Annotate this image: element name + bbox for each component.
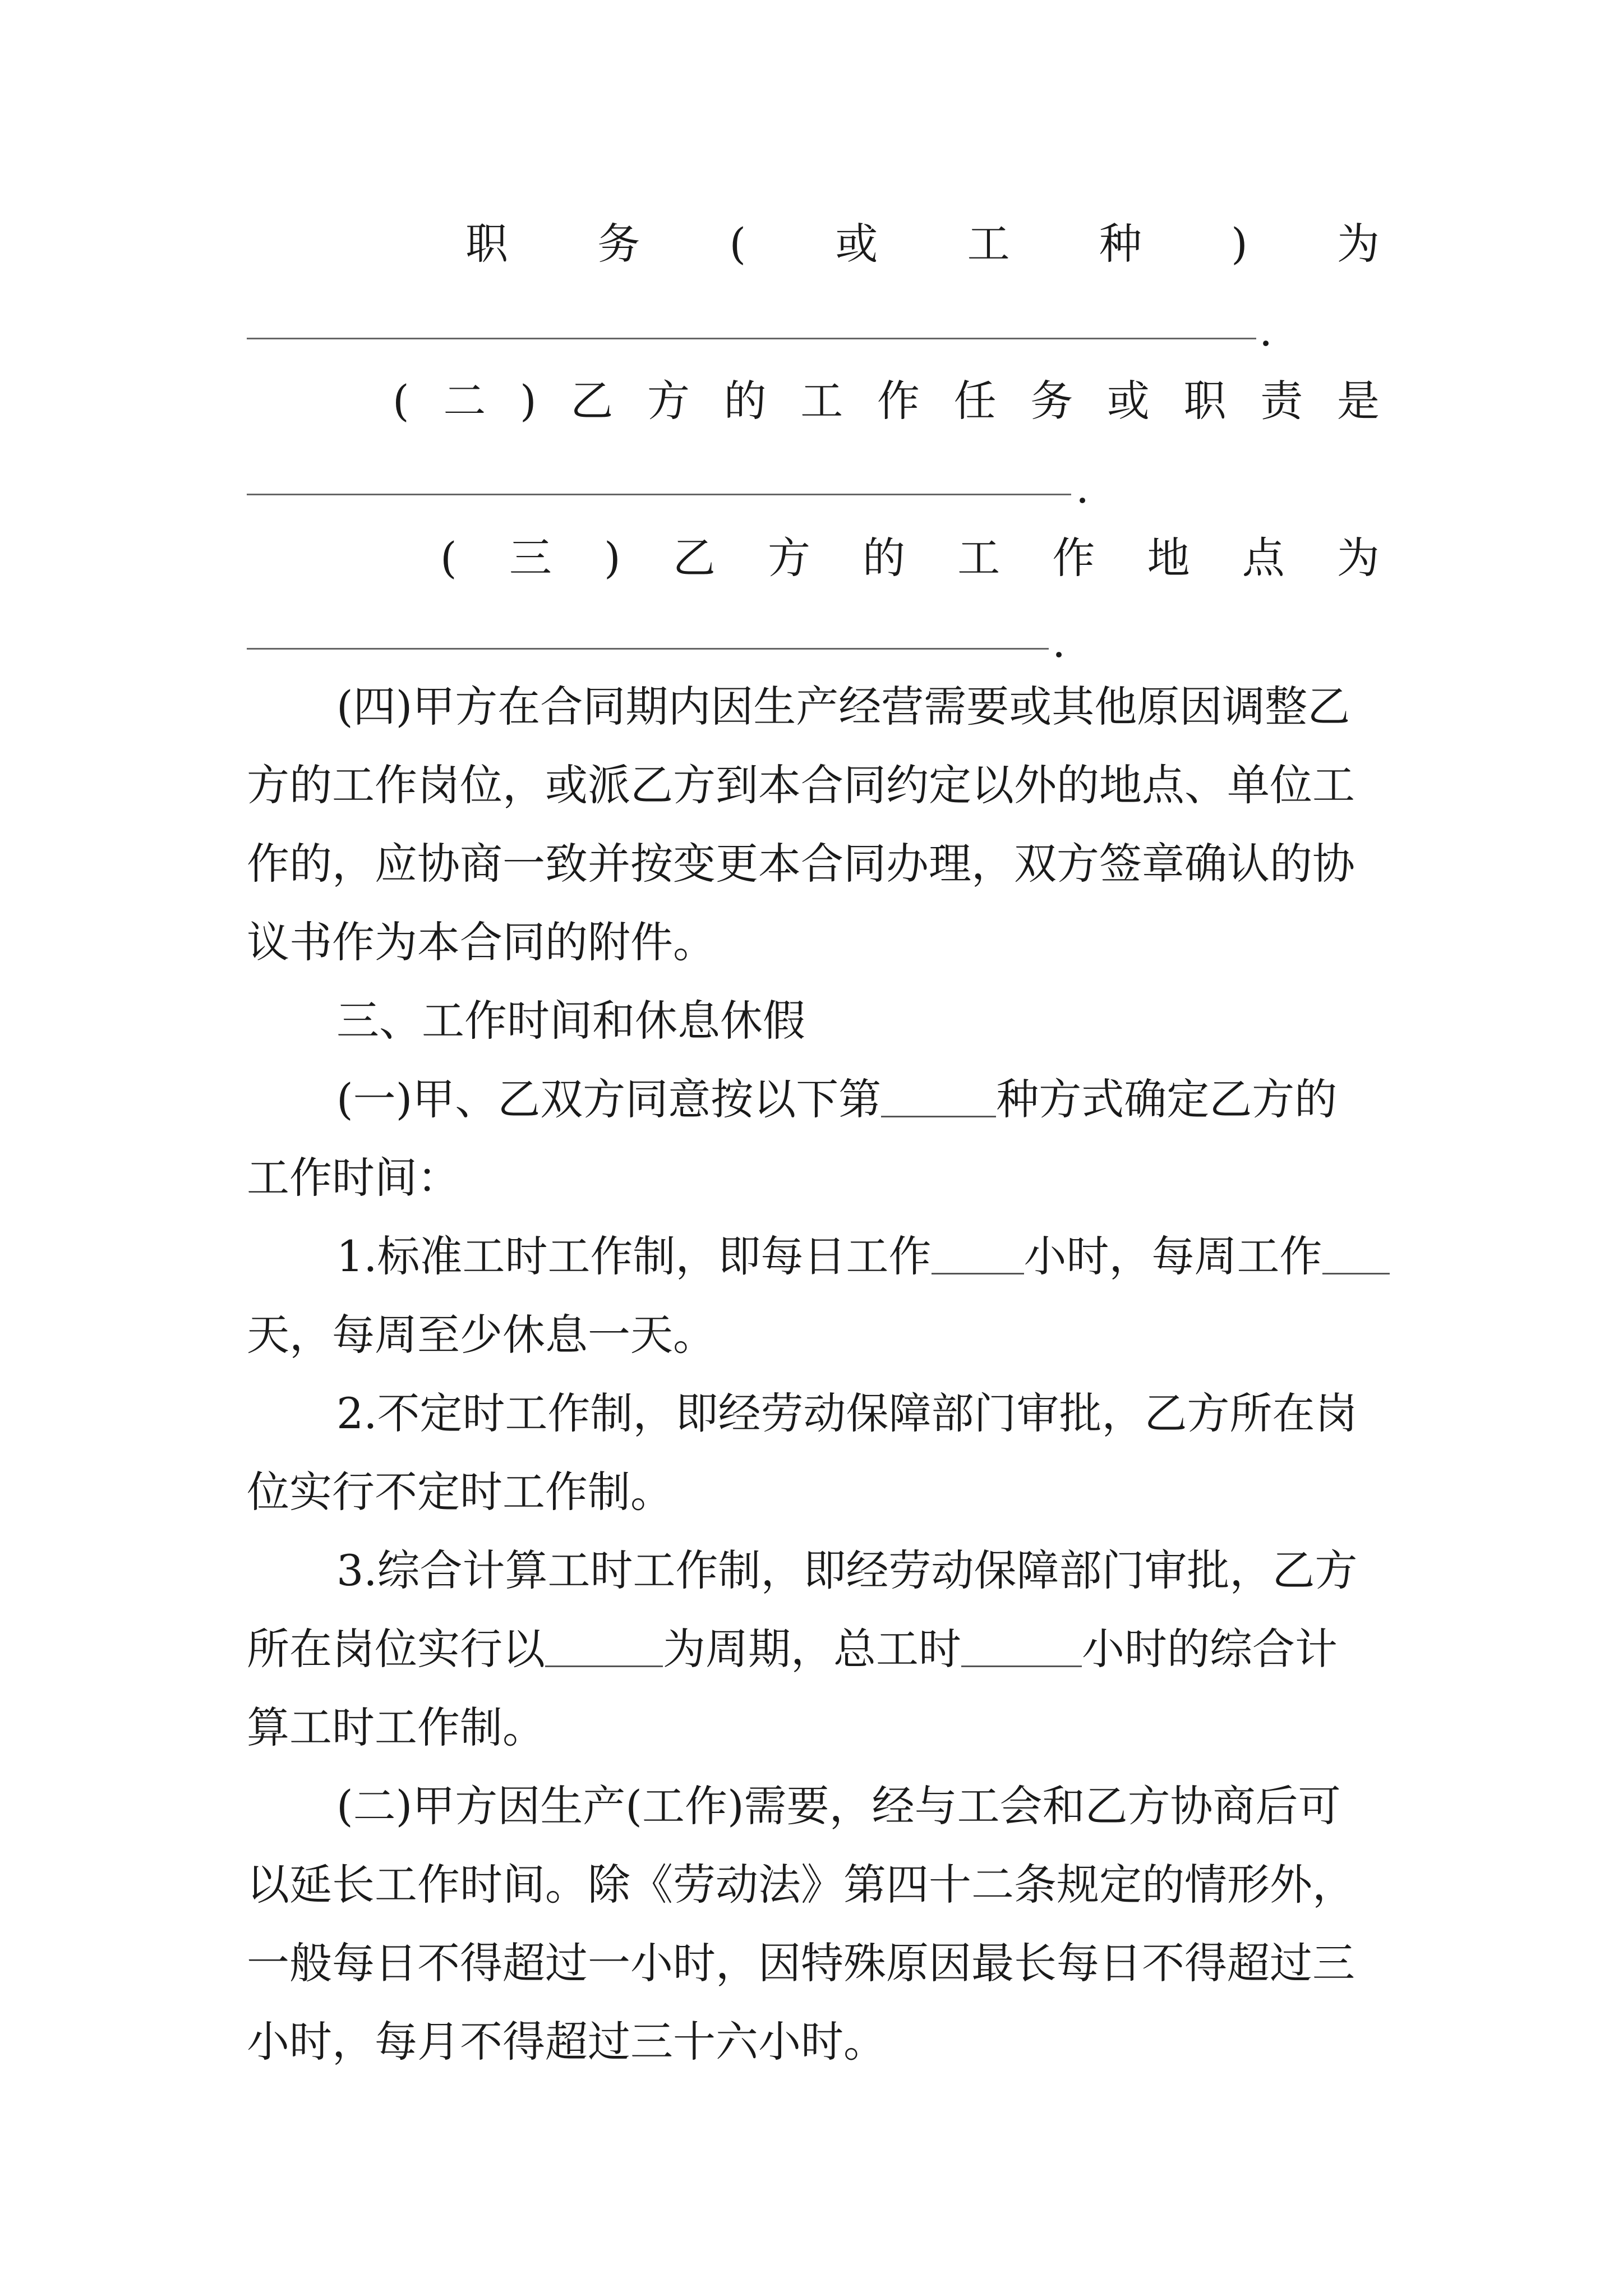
paragraph-line: 2.不定时工作制，即经劳动保障部门审批，乙方所在岗 [336,1388,1358,1438]
paragraph-line: 小时，每月不得超过三十六小时。 [247,2017,886,2067]
char: 二 [443,376,486,426]
fill-in-blank-line [247,338,1256,339]
char: 务 [1030,376,1073,426]
paragraph-line: 位实行不定时工作制。 [247,1467,673,1517]
fill-in-blank [545,1626,663,1667]
paragraph-line: 方的工作岗位，或派乙方到本合同约定以外的地点、单位工 [247,760,1355,810]
text: (一)甲、乙双方同意按以下第 [336,1074,882,1124]
text: 所在岗位实行以 [247,1624,545,1674]
char: ) [519,376,537,426]
char: ) [1231,219,1248,269]
char: 方 [767,533,810,583]
char: 或 [1106,376,1150,426]
paragraph-line: 议书作为本合同的附件。 [247,917,716,967]
char: 种 [1099,219,1142,269]
paragraph-line: (四)甲方在合同期内因生产经营需要或其他原因调整乙 [336,682,1350,731]
paragraph-line [247,1610,1382,1688]
workplace-line [440,519,1380,597]
duties-line [393,362,1380,440]
char: 务 [597,219,640,269]
char: 职 [1183,376,1227,426]
char: 工 [800,376,843,426]
paragraph-line: 作的，应协商一致并按变更本合同办理，双方签章确认的协 [247,839,1355,889]
char: ) [603,533,621,583]
paragraph-line: 3.综合计算工时工作制，即经劳动保障部门审批，乙方 [336,1545,1358,1595]
char: ( [729,219,746,269]
char: 方 [647,376,690,426]
paragraph-line [336,1060,1472,1139]
char: 的 [863,533,906,583]
paragraph-line: 工作时间： [247,1153,460,1203]
char: 的 [723,376,767,426]
paragraph-line: 天，每周至少休息一天。 [247,1310,716,1360]
char: 任 [953,376,997,426]
fill-in-blank-line [247,648,1049,650]
paragraph-line: 算工时工作制。 [247,1703,545,1752]
char: 作 [1052,533,1095,583]
section-heading: 三、工作时间和休息休假 [336,996,805,1046]
fill-in-blank [932,1234,1024,1274]
fill-in-blank [961,1626,1082,1667]
char: 作 [877,376,920,426]
paragraph-line: (二)甲方因生产(工作)需要，经与工会和乙方协商后可 [336,1781,1341,1831]
char: 工 [957,533,1000,583]
text: 种方式确定乙方的 [996,1074,1338,1124]
char: 点 [1242,533,1285,583]
char: 或 [835,219,878,269]
char: 乙 [672,533,716,583]
text: 小时的综合计 [1082,1624,1338,1674]
char: 是 [1336,376,1380,426]
fill-in-blank-line [247,494,1071,495]
text: 为周期，总工时 [663,1624,961,1674]
period-mark: . [1259,306,1273,356]
char: 工 [967,219,1010,269]
paragraph-line [336,1217,1472,1296]
fill-in-blank [881,1076,996,1117]
text: 1.标准工时工作制，即每日工作 [336,1231,932,1281]
period-mark: . [1052,617,1066,667]
char: 乙 [570,376,614,426]
char: 职 [465,219,508,269]
period-mark: . [1076,463,1090,513]
char: 责 [1260,376,1303,426]
fill-in-blank [1322,1234,1390,1274]
paragraph-line: 一般每日不得超过一小时，因特殊原因最长每日不得超过三 [247,1938,1355,1988]
char: 地 [1147,533,1190,583]
char: ( [440,533,457,583]
char: 三 [509,533,552,583]
text: 小时，每周工作 [1023,1231,1322,1281]
char: 为 [1336,533,1380,583]
paragraph-line: 以延长工作时间。除《劳动法》第四十二条规定的情形外， [247,1860,1355,1910]
job-title-line [465,205,1380,283]
char: 为 [1336,219,1380,269]
char: ( [393,376,409,426]
